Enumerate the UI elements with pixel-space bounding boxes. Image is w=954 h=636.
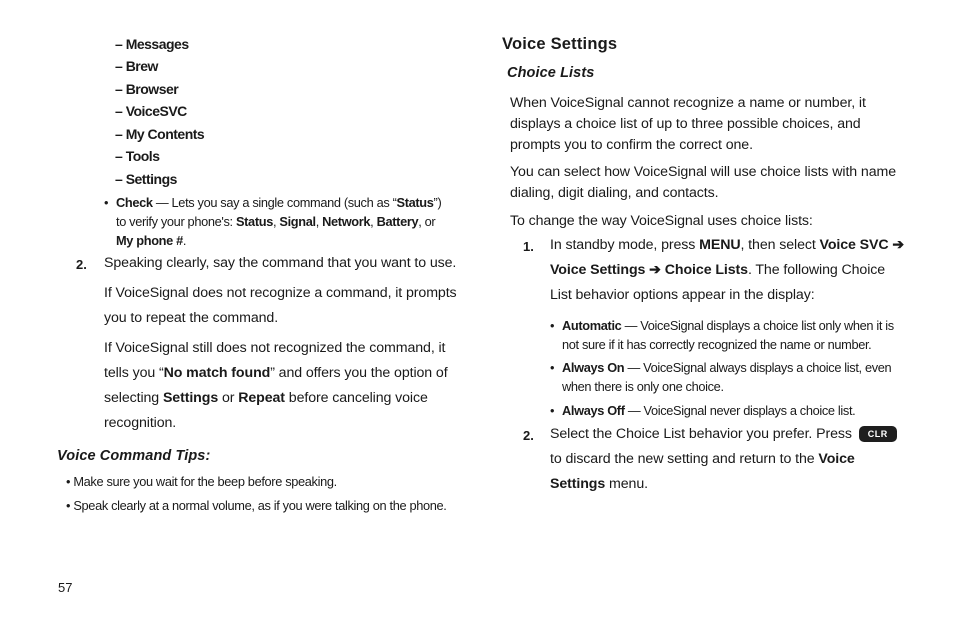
- list-item: • Make sure you wait for the beep before speaking.: [66, 474, 337, 489]
- check-bullet: • Check — Lets you say a single command (such as “Status”) to verify your phone's: Status, Signal, Network, Battery, or My phone #.: [104, 195, 442, 248]
- list-item: – VoiceSVC: [115, 103, 187, 119]
- list-item: – Settings: [115, 171, 177, 187]
- paragraph: If VoiceSignal still does not recognized the command, it tells you “No match found” and offers you the option of selecting Settings or Repeat before canceling voice recognition.: [104, 340, 448, 431]
- list-item: – My Contents: [115, 126, 205, 142]
- page-number: 57: [58, 580, 73, 595]
- subsection-title: Choice Lists: [507, 65, 595, 81]
- right-column: [480, 0, 954, 636]
- step-text: In standby mode, press MENU, then select Voice SVC ➔ Voice Settings ➔ Choice Lists. The following Choice List behavior options appear in the display:: [550, 237, 905, 303]
- step-text: Speaking clearly, say the command that you want to use.: [104, 255, 457, 271]
- list-item: – Messages: [115, 36, 189, 52]
- list-item: – Tools: [115, 148, 160, 164]
- step-number: 2.: [76, 257, 87, 272]
- paragraph: If VoiceSignal does not recognize a command, it prompts you to repeat the command.: [104, 285, 457, 326]
- tips-heading: Voice Command Tips:: [57, 448, 211, 464]
- step-text: Select the Choice List behavior you prefer. Press CLR to discard the new setting and return to the Voice Settings menu.: [550, 422, 910, 497]
- step-number: 2.: [523, 428, 534, 443]
- list-item: – Brew: [115, 58, 158, 74]
- paragraph: To change the way VoiceSignal uses choice lists:: [510, 213, 813, 229]
- clr-key-icon: CLR: [859, 426, 897, 442]
- list-item: – Browser: [115, 81, 179, 97]
- option-bullet: • Always Off — VoiceSignal never displays a choice list.: [550, 403, 856, 418]
- step-number: 1.: [523, 239, 534, 254]
- section-title: Voice Settings: [502, 35, 618, 53]
- option-bullet: • Automatic — VoiceSignal displays a choice list only when it is not sure if it has correctly recognized the name or number.: [550, 318, 894, 352]
- list-item: • Speak clearly at a normal volume, as if you were talking on the phone.: [66, 498, 447, 513]
- option-bullet: • Always On — VoiceSignal always displays a choice list, even when there is only one choice.: [550, 360, 892, 394]
- paragraph: When VoiceSignal cannot recognize a name or number, it displays a choice list of up to three possible choices, and prompts you to confirm the correct one.: [510, 95, 866, 153]
- paragraph: You can select how VoiceSignal will use choice lists with name dialing, digit dialing, and contacts.: [510, 164, 897, 201]
